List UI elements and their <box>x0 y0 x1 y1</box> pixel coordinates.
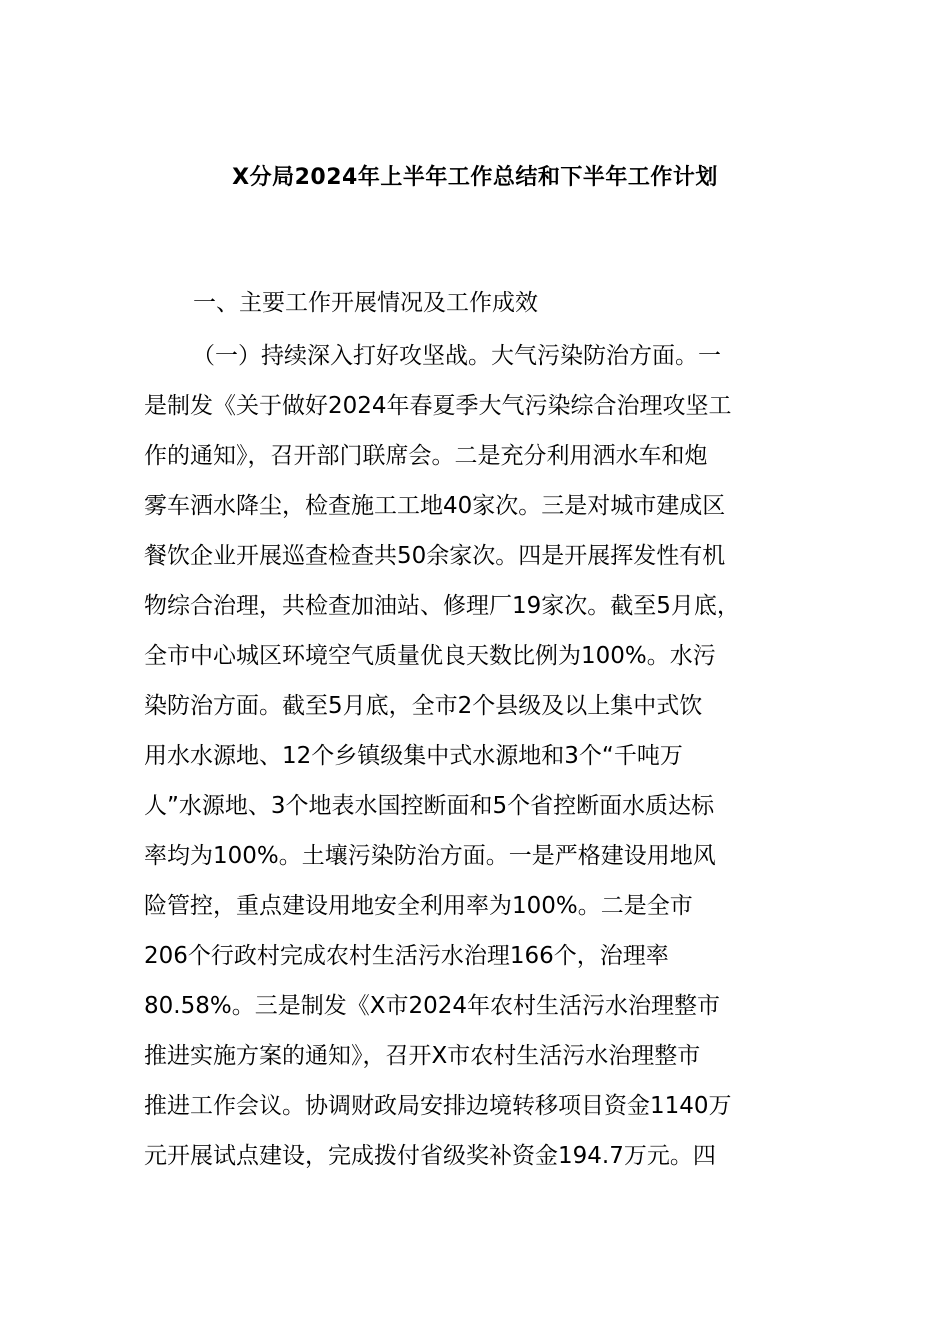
paragraph-line: 80.58%。三是制发《X市2024年农村生活污水治理整市 <box>144 993 720 1019</box>
paragraph-line: 206个行政村完成农村生活污水治理166个，治理率 <box>144 943 669 969</box>
body-paragraph <box>144 331 844 1181</box>
paragraph-line: 用水水源地、12个乡镇级集中式水源地和3个“千吨万 <box>144 743 683 769</box>
paragraph-line: （一）持续深入打好攻坚战。大气污染防治方面。一 <box>192 343 721 369</box>
paragraph-line: 率均为100%。土壤污染防治方面。一是严格建设用地风 <box>144 843 716 869</box>
paragraph-line: 人”水源地、3个地表水国控断面和5个省控断面水质达标 <box>144 793 715 819</box>
paragraph-line: 全市中心城区环境空气质量优良天数比例为100%。水污 <box>144 643 716 669</box>
paragraph-line: 物综合治理，共检查加油站、修理厂19家次。截至5月底， <box>144 593 740 619</box>
paragraph-line: 雾车洒水降尘，检查施工工地40家次。三是对城市建成区 <box>144 493 726 519</box>
paragraph-line: 元开展试点建设，完成拨付省级奖补资金194.7万元。四 <box>144 1143 716 1169</box>
section-heading: 一、主要工作开展情况及工作成效 <box>193 290 538 316</box>
paragraph-line: 作的通知》，召开部门联席会。二是充分利用洒水车和炮 <box>144 443 708 469</box>
paragraph-line: 餐饮企业开展巡查检查共50余家次。四是开展挥发性有机 <box>144 543 726 569</box>
paragraph-line: 染防治方面。截至5月底，全市2个县级及以上集中式饮 <box>144 693 703 719</box>
paragraph-line: 是制发《关于做好2024年春夏季大气污染综合治理攻坚工 <box>144 393 732 419</box>
paragraph-line: 推进实施方案的通知》，召开X市农村生活污水治理整市 <box>144 1043 701 1069</box>
paragraph-line: 推进工作会议。协调财政局安排边境转移项目资金1140万 <box>144 1093 732 1119</box>
paragraph-line: 险管控，重点建设用地安全利用率为100%。二是全市 <box>144 893 693 919</box>
document-title: X分局2024年上半年工作总结和下半年工作计划 <box>232 165 718 190</box>
